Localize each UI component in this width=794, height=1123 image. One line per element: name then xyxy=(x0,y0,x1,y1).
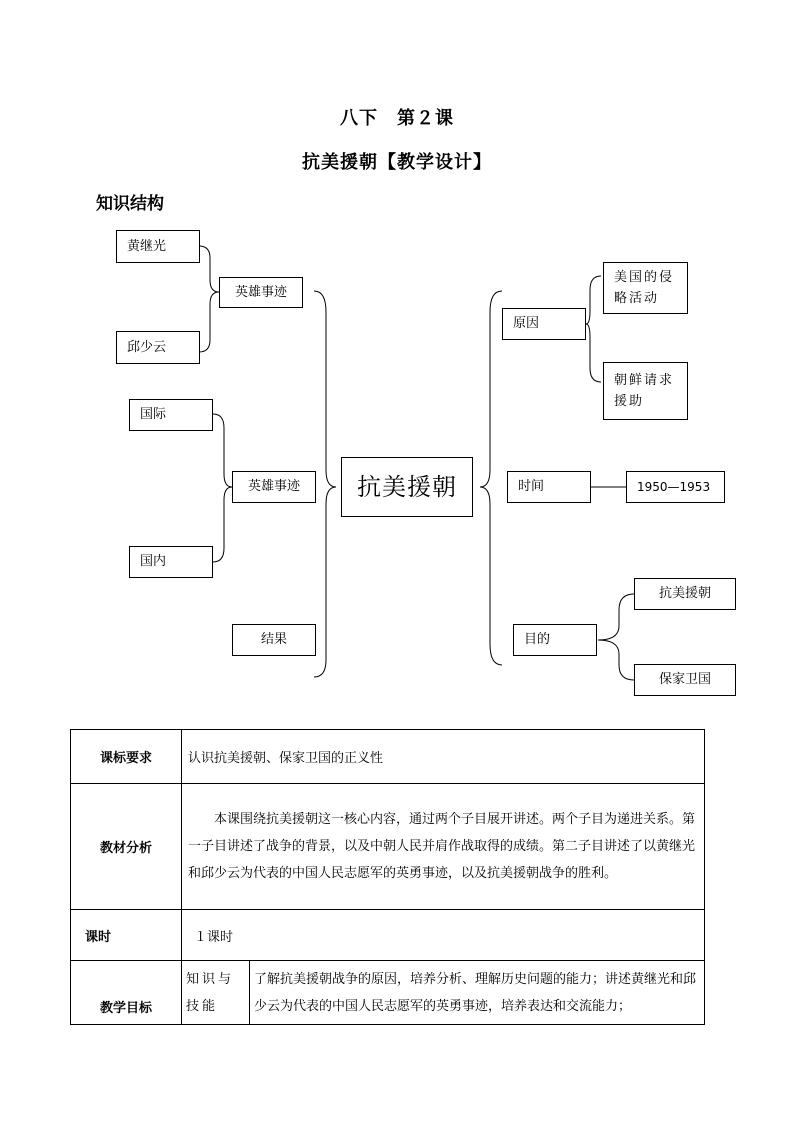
box-qiu-shaoyun: 邱少云 xyxy=(116,331,200,364)
goals-value: 了解抗美援朝战争的原因，培养分析、理解历史问题的能力；讲述黄继光和邱少云为代表的中国人民志愿军的英勇事迹，培养表达和交流能力； xyxy=(250,961,705,1025)
box-korea-request: 朝鲜请求援助 xyxy=(603,362,688,420)
hours-label: 课时 xyxy=(71,910,182,961)
hours-value: １课时 xyxy=(182,910,705,961)
box-huang-jiguang: 黄继光 xyxy=(116,230,200,263)
analysis-label: 教材分析 xyxy=(71,784,182,910)
curriculum-label: 课标要求 xyxy=(71,730,182,784)
table-row xyxy=(71,784,705,910)
brace-hero-2 xyxy=(213,414,232,562)
box-purpose: 目的 xyxy=(513,624,597,656)
page-title: 抗美援朝【教学设计】 xyxy=(302,152,492,173)
brace-purpose xyxy=(598,594,634,680)
box-defend-homeland: 保家卫国 xyxy=(634,664,736,696)
curriculum-value: 认识抗美援朝、保家卫国的正义性 xyxy=(182,730,705,784)
section-heading-knowledge-structure: 知识结构 xyxy=(96,194,164,214)
box-time: 时间 xyxy=(507,471,591,503)
box-resist-us-aid-korea: 抗美援朝 xyxy=(634,578,736,610)
brace-cause xyxy=(586,276,601,382)
goals-sub-label: 知识与技能 xyxy=(182,961,250,1025)
lesson-number: 八下 第２课 xyxy=(340,108,454,129)
box-us-aggression: 美国的侵略活动 xyxy=(603,262,688,314)
goals-label: 教学目标 xyxy=(71,961,182,1025)
box-center-topic: 抗美援朝 xyxy=(341,457,473,517)
box-time-value: 1950—1953 xyxy=(626,471,725,503)
box-international: 国际 xyxy=(129,399,213,431)
brace-hero-1 xyxy=(199,246,219,352)
box-cause: 原因 xyxy=(502,308,586,340)
brace-left-main xyxy=(314,291,336,677)
table-row xyxy=(71,730,705,784)
box-result: 结果 xyxy=(232,624,316,656)
brace-right-main xyxy=(480,291,502,665)
analysis-value: 本课围绕抗美援朝这一核心内容，通过两个子目展开讲述。两个子目为递进关系。第一子目讲述了战争的背景，以及中朝人民并肩作战取得的成绩。第二子目讲述了以黄继光和邱少云为代表的中国人民志愿军的英勇事迹，以及抗美援朝战争的胜利。 xyxy=(188,812,696,881)
box-domestic: 国内 xyxy=(129,546,213,578)
table-row xyxy=(71,910,705,961)
table-row xyxy=(71,961,705,1025)
box-hero-deeds-1: 英雄事迹 xyxy=(219,277,303,308)
box-hero-deeds-2: 英雄事迹 xyxy=(232,471,316,503)
lesson-plan-table xyxy=(70,729,705,1025)
analysis-cell xyxy=(182,784,705,910)
